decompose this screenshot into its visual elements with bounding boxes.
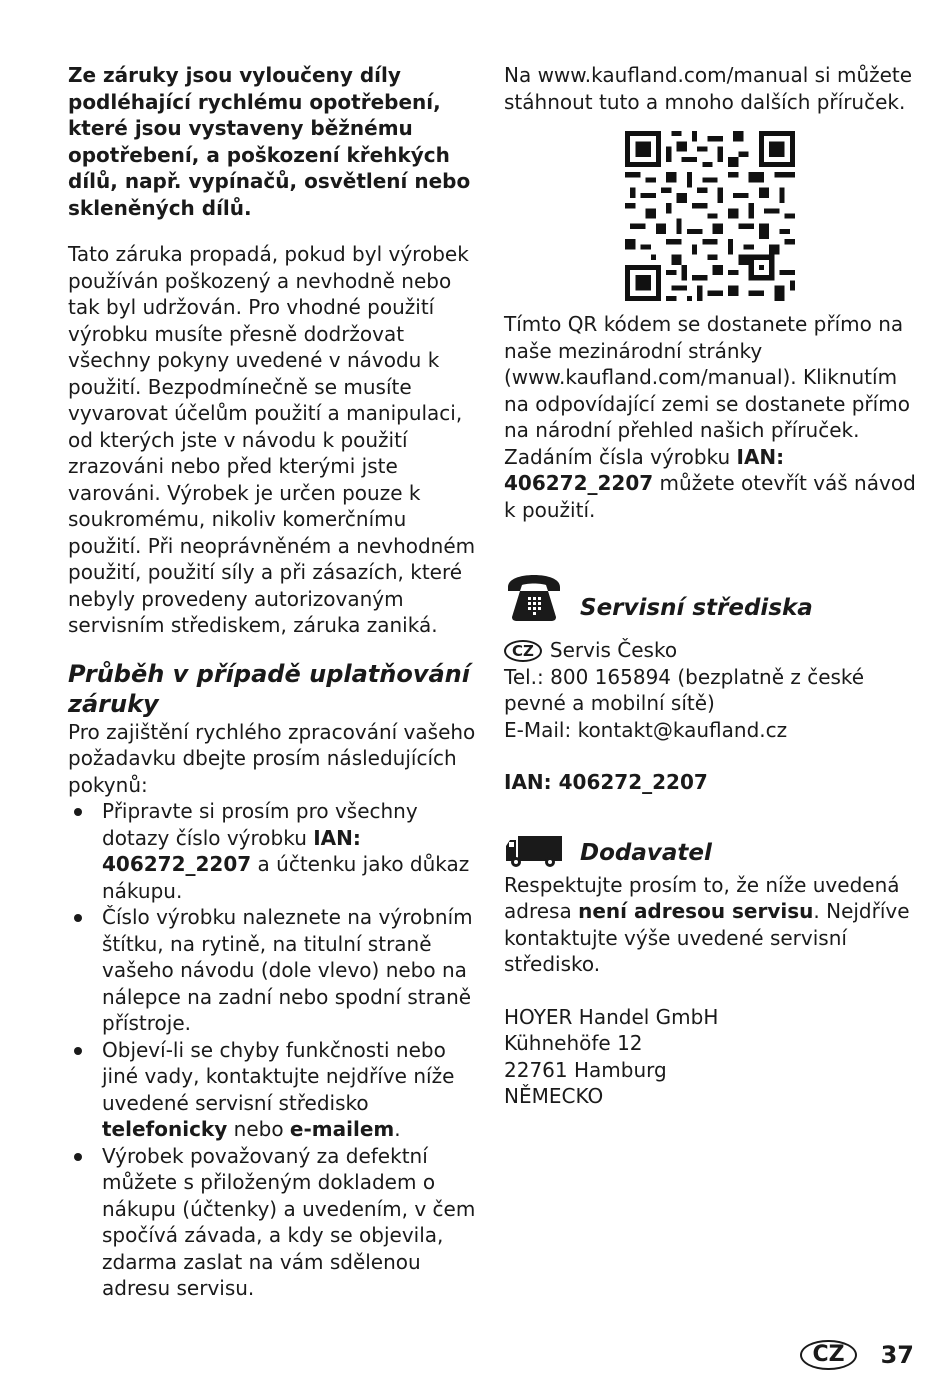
country-badge: CZ [800, 1340, 856, 1370]
address-line: NĚMECKO [504, 1084, 604, 1108]
list-item: Objeví-li se chyby funkčnosti nebo jiné vady, kontaktujte nejdříve níže uvedené servisní středisko telefonicky nebo e-mailem. [68, 1037, 478, 1143]
right-column [504, 62, 916, 1110]
service-name: CZ Servis Česko [504, 637, 916, 664]
warranty-conditions: Tato záruka propadá, pokud byl výrobek používán poškozený a nevhodně nebo tak byl udržován. Pro vhodné použití výrobku musíte přesně dodržovat všechny pokyny uvedené v návodu k použití. Bezpodmínečně se musíte vyvarovat účelům použití a manipulaci, od kterých jste v návodu k použití zrazováni nebo před kterými jste varováni. Výrobek je určen pouze k soukromému, nikoliv komerčnímu použití. Při neoprávněném a nevhodném použití, použití síly a při zásazích, které nebyly provedeny autorizovaným servisním střediskem, záruka zaniká. [68, 242, 476, 637]
country-badge: CZ [504, 640, 542, 662]
list-item: Číslo výrobku naleznete na výrobním štítku, na rytině, na titulní straně vašeho návodu (dole vlevo) nebo na nálepce na zadní nebo spodní straně přístroje. [68, 904, 478, 1037]
supplier-note: Respektujte prosím to, že níže uvedená adresa není adresou servisu. Nejdříve kontaktujte výše uvedené servisní středisko. [504, 872, 910, 976]
service-email: E-Mail: kontakt@kaufland.cz [504, 717, 788, 742]
left-column [68, 62, 478, 1302]
list-item: Výrobek považovaný za defektní můžete s přiloženým dokladem o nákupu (účtenky) a uvedením, v čem spočívá závada, a kdy se objevila, zdarma zaslat na vám sdělenou adresu servisu. [68, 1143, 478, 1302]
qr-description: Tímto QR kódem se dostanete přímo na naše mezinárodní stránky (www.kaufland.com/manual). Kliknutím na odpovídající zemi se dostanete přímo na národní přehled našich příruček. Zadáním čísla výrobku IAN: 406272_2207 můžete otevřít váš návod k použití. [504, 312, 916, 522]
service-heading: Servisní střediska [580, 595, 813, 621]
warranty-claim-intro: Pro zajištění rychlého zpracování vašeho požadavku dbejte prosím následujících pokynů: [68, 719, 476, 797]
supplier-address [504, 1004, 916, 1110]
service-phone: Tel.: 800 165894 (bezplatně z české pevné a mobilní sítě) [504, 664, 865, 715]
warranty-claim-heading: Průběh v případě uplatňování záruky [68, 659, 470, 718]
page-footer [800, 1340, 914, 1370]
delivery-truck-icon [504, 834, 564, 868]
address-line: Kühnehöfe 12 [504, 1031, 643, 1055]
warranty-exclusions: Ze záruky jsou vyloučeny díly podléhající rychlému opotřebení, které jsou vystaveny běžnému opotřebení, a poškození křehkých dílů, např. vypínačů, osvětlení nebo skleněných dílů. [68, 63, 471, 220]
supplier-section-header [504, 834, 916, 868]
supplier-heading: Dodavatel [580, 839, 712, 866]
address-line: HOYER Handel GmbH [504, 1004, 719, 1029]
address-line: 22761 Hamburg [504, 1057, 667, 1082]
ian-number: IAN: 406272_2207 [102, 825, 361, 876]
list-item: Připravte si prosím pro všechny dotazy číslo výrobku IAN: 406272_2207 a účtenku jako důkaz nákupu. [68, 798, 478, 904]
ian-label: IAN: 406272_2207 [504, 770, 708, 794]
telephone-icon [504, 573, 564, 623]
warranty-steps-list [68, 798, 478, 1302]
manual-download-text: Na www.kaufland.com/manual si můžete stáhnout tuto a mnoho dalších příruček. [504, 63, 913, 114]
ian-number: IAN: 406272_2207 [504, 444, 785, 495]
qr-code-icon [625, 131, 795, 301]
service-section-header [504, 573, 916, 623]
page-number: 37 [880, 1341, 914, 1369]
qr-code[interactable] [504, 131, 916, 301]
